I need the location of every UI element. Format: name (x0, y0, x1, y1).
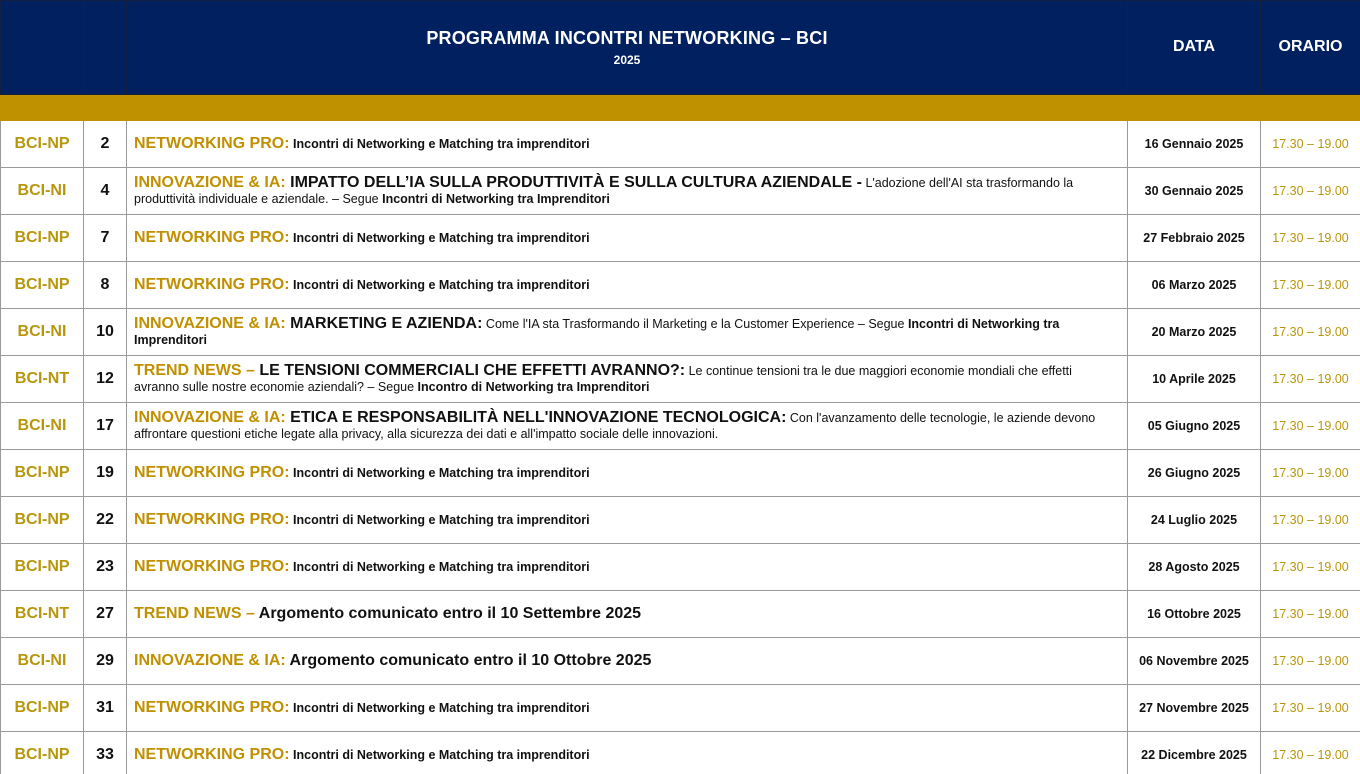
event-number: 33 (84, 732, 127, 774)
event-time: 17.30 – 19.00 (1261, 450, 1360, 497)
event-code: BCI-NP (1, 450, 84, 497)
event-description (127, 356, 1128, 403)
table-row (1, 168, 1360, 215)
event-description (127, 403, 1128, 450)
event-description (127, 168, 1128, 215)
event-date: 10 Aprile 2025 (1128, 356, 1261, 403)
event-date: 05 Giugno 2025 (1128, 403, 1261, 450)
event-description (127, 591, 1128, 638)
event-code: BCI-NT (1, 356, 84, 403)
event-networking-note: Incontri di Networking e Matching tra imprenditori (289, 513, 590, 527)
event-description (127, 215, 1128, 262)
table-row (1, 215, 1360, 262)
event-date: 28 Agosto 2025 (1128, 544, 1261, 591)
event-category: NETWORKING PRO: (134, 511, 290, 528)
event-title: Argomento comunicato entro il 10 Ottobre 2025 (285, 652, 652, 669)
table-row (1, 638, 1360, 685)
event-title: IMPATTO DELL’IA SULLA PRODUTTIVITÀ E SULLA CULTURA AZIENDALE - (285, 174, 862, 191)
table-row (1, 497, 1360, 544)
event-networking-note: Incontro di Networking tra Imprenditori (417, 380, 650, 394)
event-body: Le continue tensioni tra le due maggiori economie mondiali che effetti avranno sulle nostre economie aziendali? – Segue (134, 364, 1072, 394)
schedule-rows (1, 121, 1360, 774)
event-body: Come l'IA sta Trasformando il Marketing e la Customer Experience – Segue (482, 317, 908, 331)
event-date: 06 Marzo 2025 (1128, 262, 1261, 309)
event-description (127, 685, 1128, 732)
event-category: TREND NEWS – (134, 605, 255, 622)
event-number: 4 (84, 168, 127, 215)
event-time: 17.30 – 19.00 (1261, 544, 1360, 591)
event-time: 17.30 – 19.00 (1261, 262, 1360, 309)
event-date: 30 Gennaio 2025 (1128, 168, 1261, 215)
event-description (127, 638, 1128, 685)
event-category: INNOVAZIONE & IA: (134, 652, 286, 669)
event-networking-note: Incontri di Networking e Matching tra imprenditori (289, 137, 590, 151)
event-code: BCI-NP (1, 685, 84, 732)
table-row (1, 591, 1360, 638)
event-time: 17.30 – 19.00 (1261, 591, 1360, 638)
header-title-cell (127, 1, 1128, 95)
event-code: BCI-NP (1, 121, 84, 168)
event-date: 22 Dicembre 2025 (1128, 732, 1261, 774)
table-row (1, 309, 1360, 356)
event-number: 17 (84, 403, 127, 450)
header-blank-cell-2 (84, 1, 127, 95)
event-number: 2 (84, 121, 127, 168)
event-time: 17.30 – 19.00 (1261, 732, 1360, 774)
event-number: 23 (84, 544, 127, 591)
event-date: 24 Luglio 2025 (1128, 497, 1261, 544)
event-date: 16 Gennaio 2025 (1128, 121, 1261, 168)
event-body: L'adozione dell'AI sta trasformando la produttività individuale e aziendale. – Segue (134, 176, 1074, 206)
event-networking-note: Incontri di Networking e Matching tra imprenditori (289, 560, 590, 574)
event-time: 17.30 – 19.00 (1261, 121, 1360, 168)
event-networking-note: Incontri di Networking e Matching tra imprenditori (289, 466, 590, 480)
gold-divider-cell (1, 95, 1360, 121)
event-time: 17.30 – 19.00 (1261, 403, 1360, 450)
header-date: DATA (1128, 1, 1261, 95)
event-time: 17.30 – 19.00 (1261, 638, 1360, 685)
header-blank-cell (1, 1, 84, 95)
event-number: 12 (84, 356, 127, 403)
event-networking-note: Incontri di Networking tra Imprenditori (382, 192, 610, 206)
event-date: 16 Ottobre 2025 (1128, 591, 1261, 638)
event-category: NETWORKING PRO: (134, 229, 290, 246)
event-networking-note: Incontri di Networking e Matching tra imprenditori (289, 278, 590, 292)
event-code: BCI-NI (1, 638, 84, 685)
event-time: 17.30 – 19.00 (1261, 215, 1360, 262)
event-title: LE TENSIONI COMMERCIALI CHE EFFETTI AVRANNO?: (254, 362, 686, 379)
event-code: BCI-NP (1, 262, 84, 309)
event-number: 10 (84, 309, 127, 356)
table-row (1, 732, 1360, 774)
event-number: 27 (84, 591, 127, 638)
table-header-row (1, 1, 1360, 95)
event-date: 27 Febbraio 2025 (1128, 215, 1261, 262)
event-code: BCI-NI (1, 168, 84, 215)
event-date: 20 Marzo 2025 (1128, 309, 1261, 356)
event-time: 17.30 – 19.00 (1261, 309, 1360, 356)
event-title: ETICA E RESPONSABILITÀ NELL'INNOVAZIONE TECNOLOGICA: (285, 409, 787, 426)
event-description (127, 497, 1128, 544)
event-time: 17.30 – 19.00 (1261, 168, 1360, 215)
event-category: NETWORKING PRO: (134, 276, 290, 293)
event-code: BCI-NI (1, 403, 84, 450)
event-date: 27 Novembre 2025 (1128, 685, 1261, 732)
event-number: 8 (84, 262, 127, 309)
event-body: Con l'avanzamento delle tecnologie, le aziende devono affrontare questioni etiche legate alla privacy, alla sicurezza dei dati e all'impatto sociale delle innovazioni. (134, 411, 1096, 441)
event-number: 22 (84, 497, 127, 544)
event-code: BCI-NI (1, 309, 84, 356)
event-category: NETWORKING PRO: (134, 558, 290, 575)
event-code: BCI-NP (1, 497, 84, 544)
table-row (1, 262, 1360, 309)
event-description (127, 544, 1128, 591)
table-row (1, 685, 1360, 732)
event-networking-note: Incontri di Networking e Matching tra imprenditori (289, 701, 590, 715)
table-row (1, 356, 1360, 403)
event-time: 17.30 – 19.00 (1261, 497, 1360, 544)
table-row (1, 403, 1360, 450)
event-code: BCI-NP (1, 544, 84, 591)
page-year: 2025 (613, 53, 641, 67)
event-date: 26 Giugno 2025 (1128, 450, 1261, 497)
event-description (127, 450, 1128, 497)
event-category: TREND NEWS – (134, 362, 255, 379)
event-title: MARKETING E AZIENDA: (285, 315, 483, 332)
event-category: INNOVAZIONE & IA: (134, 409, 286, 426)
event-networking-note: Incontri di Networking e Matching tra imprenditori (289, 747, 590, 762)
event-description (127, 309, 1128, 356)
event-networking-note: Incontri di Networking e Matching tra imprenditori (289, 231, 590, 245)
event-code: BCI-NP (1, 215, 84, 262)
event-code: BCI-NT (1, 591, 84, 638)
event-number: 29 (84, 638, 127, 685)
event-category: NETWORKING PRO: (134, 464, 290, 481)
event-category: INNOVAZIONE & IA: (134, 315, 286, 332)
table-row (1, 450, 1360, 497)
event-date: 06 Novembre 2025 (1128, 638, 1261, 685)
event-category: NETWORKING PRO: (134, 745, 290, 763)
gold-divider-band (1, 95, 1360, 121)
table-row (1, 121, 1360, 168)
table-row (1, 544, 1360, 591)
event-description (127, 121, 1128, 168)
event-time: 17.30 – 19.00 (1261, 685, 1360, 732)
event-number: 19 (84, 450, 127, 497)
event-number: 31 (84, 685, 127, 732)
event-description (127, 732, 1128, 774)
event-category: NETWORKING PRO: (134, 699, 290, 716)
event-category: INNOVAZIONE & IA: (134, 174, 286, 191)
event-time: 17.30 – 19.00 (1261, 356, 1360, 403)
event-networking-note: Incontri di Networking tra Imprenditori (134, 317, 1060, 347)
event-title: Argomento comunicato entro il 10 Settembre 2025 (254, 605, 642, 622)
event-code: BCI-NP (1, 732, 84, 774)
event-category: NETWORKING PRO: (134, 135, 290, 152)
page-title: PROGRAMMA INCONTRI NETWORKING – BCI (426, 28, 828, 48)
event-description (127, 262, 1128, 309)
event-number: 7 (84, 215, 127, 262)
header-time: ORARIO (1261, 1, 1360, 95)
